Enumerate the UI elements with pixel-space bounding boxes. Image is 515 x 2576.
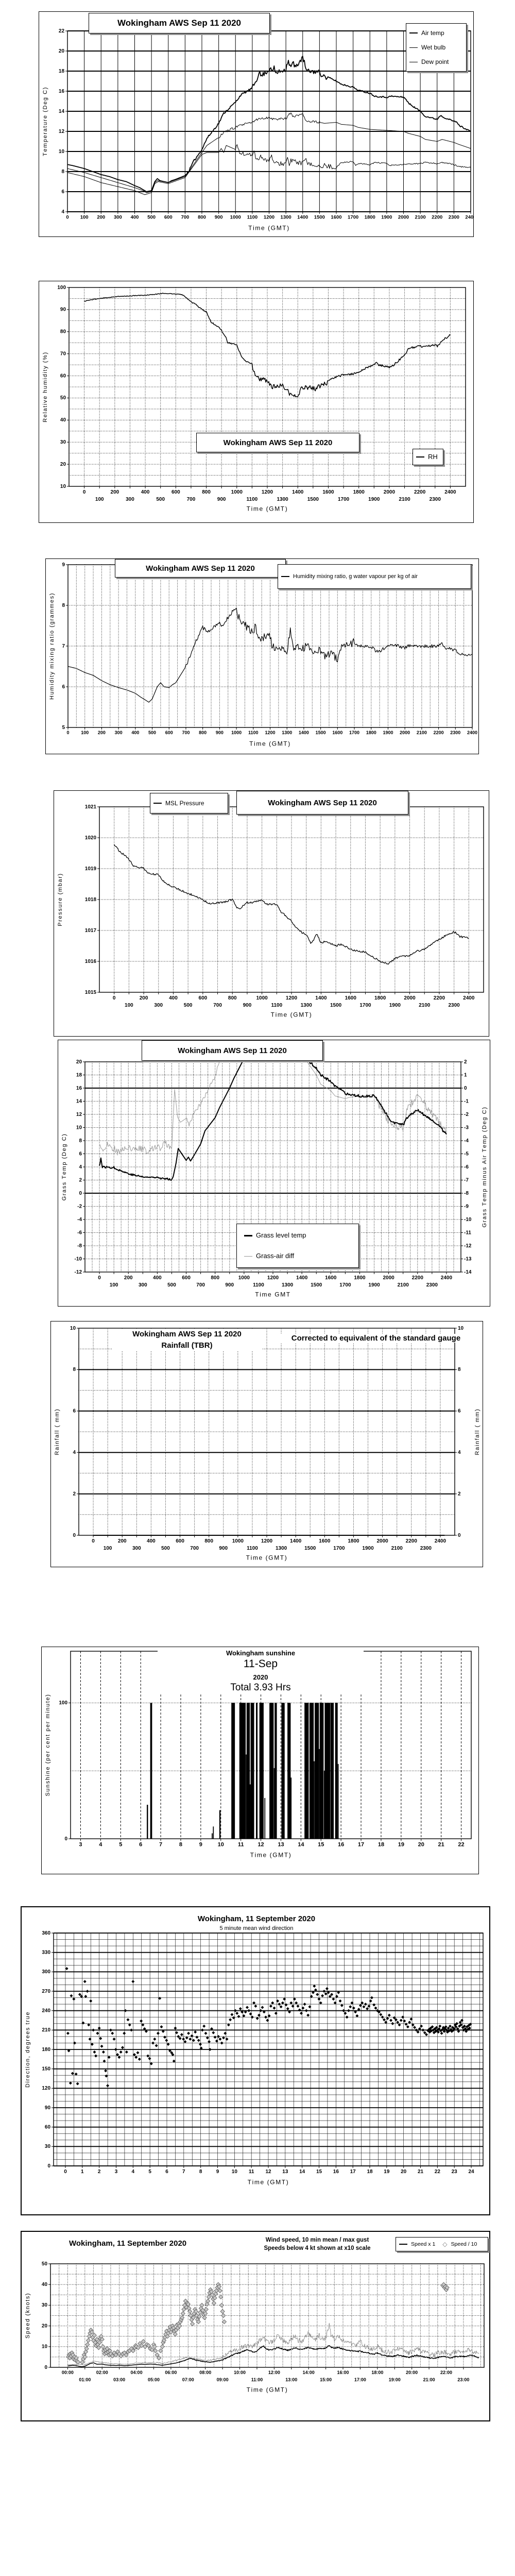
legend-label: Speed / 10 <box>451 2241 477 2247</box>
chart-title-text: Wokingham AWS Sep 11 2020 <box>117 18 241 28</box>
chart-panel-relative-humidity <box>39 281 474 523</box>
chart-title-text: Wokingham, 11 September 2020 <box>69 2239 187 2248</box>
legend-pressure <box>150 793 228 814</box>
chart-subtitle-text: 5 minute mean wind direction <box>219 1925 294 1931</box>
legend-item <box>409 40 463 55</box>
chart-title-text: Wokingham, 11 September 2020 <box>197 1914 316 1923</box>
rainfall-plot-canvas <box>51 1321 483 1567</box>
chart-title-grass-temp <box>142 1040 323 1061</box>
chart-title-temperature <box>89 13 270 33</box>
chart-panel-temperature <box>39 11 474 237</box>
legend-label: Wet bulb <box>421 44 446 51</box>
legend-label: RH <box>428 453 438 461</box>
legend-temperature <box>406 23 467 72</box>
chart-title-text: Wokingham sunshine <box>226 1649 296 1657</box>
legend-humidity <box>413 449 443 465</box>
wet-bulb-line-sample-icon <box>409 47 418 48</box>
humidity-plot-canvas <box>39 281 473 522</box>
note-line-2: Speeds below 4 kt shown at x10 scale <box>264 2245 371 2251</box>
sunshine-date-text: 11-Sep <box>243 1658 278 1670</box>
chart-panel-mixing-ratio <box>45 558 479 754</box>
chart-title-text: Wokingham AWS Sep 11 2020 <box>146 564 255 573</box>
sunshine-total-text: Total 3.93 Hrs <box>230 1682 291 1693</box>
legend-grass-temp <box>236 1224 359 1268</box>
legend-wind-speed <box>396 2237 488 2251</box>
chart-title-text: Wokingham AWS Sep 11 2020 <box>268 798 377 807</box>
legend-label: Speed x 1 <box>411 2241 436 2247</box>
legend-label: Grass level temp <box>256 1231 306 1239</box>
chart-panel-rainfall <box>50 1321 483 1567</box>
pressure-plot-canvas <box>54 791 489 1036</box>
wind-direction-plot-canvas <box>22 1907 489 2214</box>
rh-line-sample-icon <box>416 456 424 457</box>
chart-panel-grass-temperature <box>58 1040 490 1307</box>
legend-item <box>409 55 463 69</box>
legend-item <box>153 795 225 811</box>
legend-item <box>244 1225 351 1246</box>
chart-panel-pressure <box>54 790 489 1037</box>
legend-item <box>399 2240 435 2249</box>
grass-air-diff-line-sample-icon <box>244 1256 252 1257</box>
wind-speed-note <box>242 2236 392 2252</box>
chart-title-mixing-ratio <box>115 559 286 578</box>
chart-title-text: Wokingham AWS Sep 11 2020 <box>223 438 333 447</box>
gust-diamond-sample-icon: ◇ <box>442 2241 448 2248</box>
legend-label: Air temp <box>421 29 444 37</box>
note-line-1: Wind speed, 10 min mean / max gust <box>265 2237 369 2243</box>
legend-label: Humidity mixing ratio, g water vapour per kg of air <box>293 573 418 580</box>
chart-panel-wind-speed <box>21 2231 490 2421</box>
wind-speed-plot-canvas <box>22 2232 489 2420</box>
legend-label: MSL Pressure <box>165 800 204 807</box>
speed-line-sample-icon <box>399 2244 407 2245</box>
chart-title-text: Wokingham AWS Sep 11 2020 <box>178 1046 287 1055</box>
note-text: Corrected to equivalent of the standard gauge <box>291 1334 461 1343</box>
chart-title-pressure <box>236 791 408 815</box>
chart-panel-wind-direction <box>21 1906 490 2215</box>
mixing-ratio-line-sample-icon <box>281 576 289 577</box>
chart-panel-sunshine <box>41 1647 479 1874</box>
chart-subtitle-text: Rainfall (TBR) <box>161 1341 213 1350</box>
legend-item <box>409 26 463 40</box>
chart-title-wind-speed <box>69 2239 239 2248</box>
legend-item <box>416 451 440 463</box>
legend-label: Grass-air diff <box>256 1252 295 1260</box>
sunshine-year-text: 2020 <box>253 1673 268 1681</box>
air-temp-line-sample-icon <box>409 32 418 33</box>
legend-mixing-ratio <box>278 564 471 589</box>
chart-title-sunshine <box>158 1649 364 1693</box>
legend-item <box>244 1246 351 1266</box>
chart-title-humidity <box>196 433 359 452</box>
chart-title-text: Wokingham AWS Sep 11 2020 <box>132 1330 242 1338</box>
legend-label: Dew point <box>421 58 449 65</box>
grass-level-line-sample-icon <box>244 1235 252 1236</box>
legend-item <box>281 567 468 586</box>
chart-title-rainfall <box>112 1329 262 1351</box>
chart-title-wind-direction <box>171 1914 342 1931</box>
rainfall-correction-note <box>271 1334 480 1343</box>
legend-item <box>442 2240 477 2249</box>
pressure-line-sample-icon <box>153 803 162 804</box>
